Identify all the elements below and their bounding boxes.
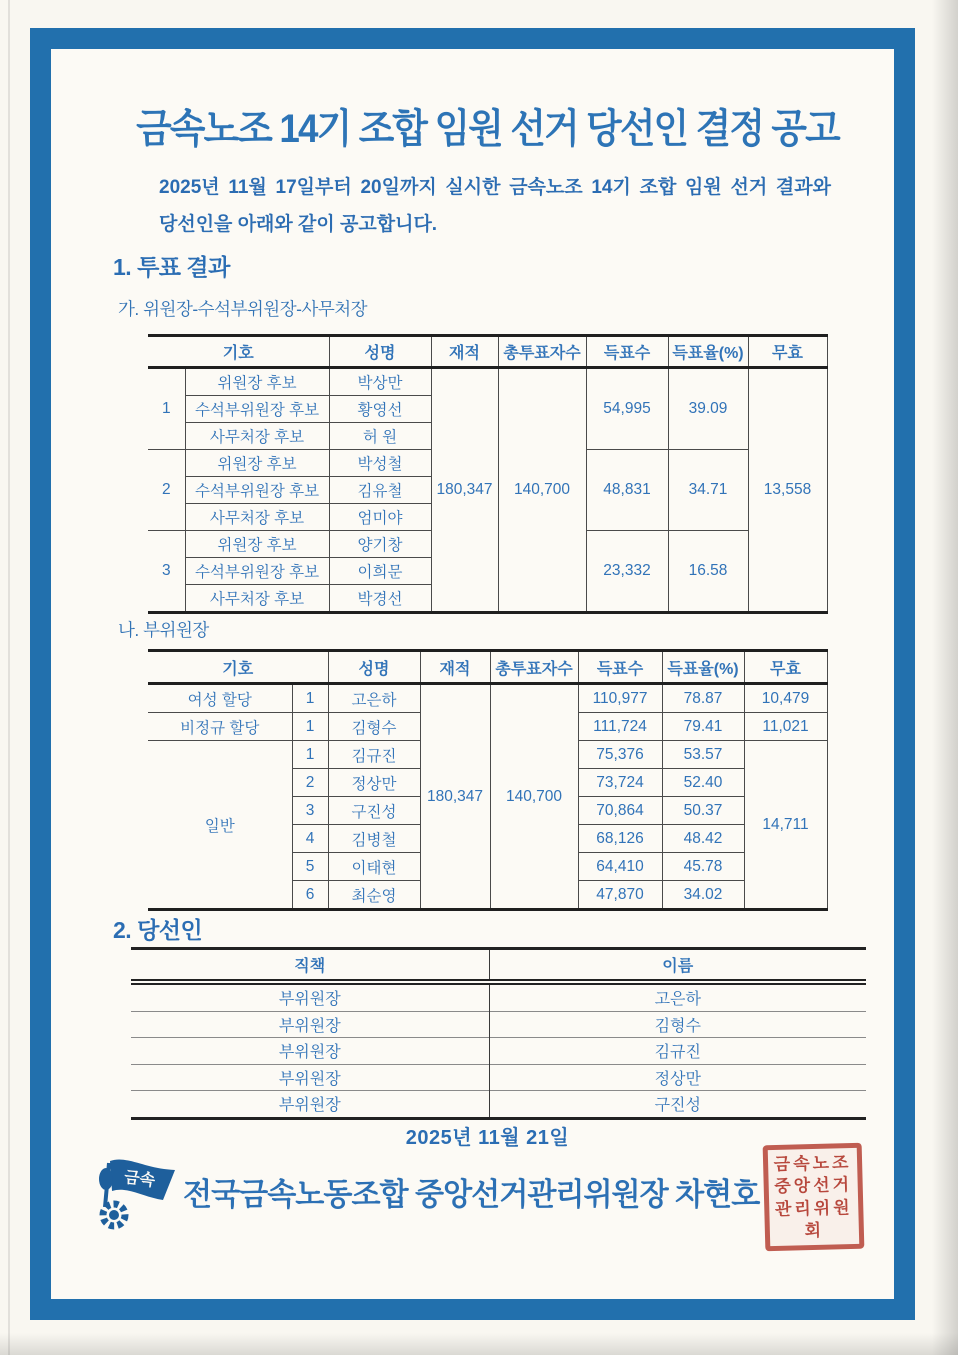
candidate-number: 6 — [292, 881, 328, 910]
scan-edge-line — [8, 0, 10, 1355]
position-cell: 부위원장 — [131, 1091, 489, 1119]
category-cell: 여성 할당 — [148, 684, 292, 713]
name-cell: 최순영 — [328, 881, 420, 910]
column-header: 직책 — [131, 949, 489, 983]
votes-cell: 54,995 — [586, 368, 668, 450]
votes-cell: 70,864 — [578, 797, 662, 825]
candidate-number: 2 — [148, 450, 185, 531]
position-cell: 수석부위원장 후보 — [185, 558, 329, 585]
name-cell: 구진성 — [328, 797, 420, 825]
section-2-heading: 2. 당선인 — [113, 917, 203, 943]
position-cell: 사무처장 후보 — [185, 585, 329, 613]
candidate-number: 5 — [292, 853, 328, 881]
table-row — [148, 684, 827, 713]
rate-cell: 34.71 — [668, 450, 748, 531]
column-header: 성명 — [328, 651, 420, 684]
intro-paragraph — [159, 169, 831, 243]
intro-line-2: 당선인을 아래와 같이 공고합니다. — [159, 214, 438, 236]
rate-cell: 39.09 — [668, 368, 748, 450]
name-cell: 허 원 — [329, 423, 431, 450]
rate-cell: 48.42 — [662, 825, 744, 853]
position-cell: 부위원장 — [131, 1011, 489, 1038]
candidate-number: 4 — [292, 825, 328, 853]
column-header: 재적 — [431, 336, 498, 368]
name-cell: 정상만 — [328, 769, 420, 797]
table-header-row — [131, 949, 866, 983]
intro-line-1: 2025년 11월 17일부터 20일까지 실시한 금속노조 14기 조합 임원 선거 결과와 — [159, 177, 831, 198]
winners-table — [131, 947, 866, 1120]
position-cell: 위원장 후보 — [185, 531, 329, 558]
column-header: 총투표자수 — [490, 651, 578, 684]
rate-cell: 45.78 — [662, 853, 744, 881]
name-cell: 고은하 — [328, 684, 420, 713]
votes-cell: 110,977 — [578, 684, 662, 713]
votes-cell: 111,724 — [578, 713, 662, 741]
name-cell: 박상만 — [329, 368, 431, 396]
name-cell: 김유철 — [329, 477, 431, 504]
signature-line: 전국금속노동조합 중앙선거관리위원장 차현호 — [183, 1177, 760, 1212]
column-header: 이름 — [489, 949, 866, 983]
name-cell: 김형수 — [328, 713, 420, 741]
rate-cell: 53.57 — [662, 741, 744, 769]
votes-cell: 68,126 — [578, 825, 662, 853]
rate-cell: 16.58 — [668, 531, 748, 613]
table-header-row — [148, 651, 827, 684]
announcement-date: 2025년 11월 21일 — [405, 1127, 570, 1149]
section-1b-label: 나. 부위원장 — [118, 620, 209, 640]
candidate-number: 3 — [292, 797, 328, 825]
scan-shadow — [0, 1333, 958, 1355]
column-header: 득표율(%) — [668, 336, 748, 368]
name-cell: 박성철 — [329, 450, 431, 477]
table-row — [131, 1091, 866, 1119]
position-cell: 사무처장 후보 — [185, 504, 329, 531]
seal-row: 금속노조 — [773, 1152, 852, 1174]
name-cell: 이태현 — [328, 853, 420, 881]
name-cell: 김형수 — [489, 1011, 866, 1038]
position-cell: 수석부위원장 후보 — [185, 477, 329, 504]
registered-voters-cell: 180,347 — [431, 368, 498, 613]
votes-cell: 73,724 — [578, 769, 662, 797]
name-cell: 황영선 — [329, 396, 431, 423]
total-voters-cell: 140,700 — [490, 684, 578, 910]
table-row — [131, 982, 866, 1011]
column-header: 기호 — [148, 336, 329, 368]
registered-voters-cell: 180,347 — [420, 684, 490, 910]
votes-cell: 75,376 — [578, 741, 662, 769]
candidate-number: 3 — [148, 531, 185, 613]
total-voters-cell: 140,700 — [498, 368, 586, 613]
rate-cell: 79.41 — [662, 713, 744, 741]
scan-shadow — [932, 0, 958, 1355]
candidate-number: 1 — [148, 368, 185, 450]
votes-cell: 64,410 — [578, 853, 662, 881]
candidate-number: 1 — [292, 741, 328, 769]
column-header: 총투표자수 — [498, 336, 586, 368]
invalid-votes-cell: 10,479 — [744, 684, 827, 713]
rate-cell: 52.40 — [662, 769, 744, 797]
document-title: 금속노조 14기 조합 임원 선거 당선인 결정 공고 — [136, 107, 839, 151]
rate-cell: 78.87 — [662, 684, 744, 713]
category-cell: 일반 — [148, 741, 292, 910]
seal-row: 회 — [804, 1221, 825, 1241]
position-cell: 위원장 후보 — [185, 368, 329, 396]
invalid-votes-cell: 13,558 — [748, 368, 827, 613]
column-header: 무효 — [748, 336, 827, 368]
name-cell: 김병철 — [328, 825, 420, 853]
seal-row: 관리위원 — [774, 1197, 853, 1219]
name-cell: 양기창 — [329, 531, 431, 558]
column-header: 득표율(%) — [662, 651, 744, 684]
candidate-number: 1 — [292, 713, 328, 741]
name-cell: 구진성 — [489, 1091, 866, 1119]
table-row — [131, 1011, 866, 1038]
position-cell: 부위원장 — [131, 1038, 489, 1065]
invalid-votes-cell: 11,021 — [744, 713, 827, 741]
table-row — [148, 368, 827, 396]
column-header: 무효 — [744, 651, 827, 684]
name-cell: 김규진 — [489, 1038, 866, 1065]
votes-cell: 47,870 — [578, 881, 662, 910]
table-row — [131, 1038, 866, 1065]
blue-border-frame — [30, 28, 915, 1320]
category-cell: 비정규 할당 — [148, 713, 292, 741]
rate-cell: 34.02 — [662, 881, 744, 910]
name-cell: 엄미야 — [329, 504, 431, 531]
document-content — [51, 49, 894, 1299]
union-flag-logo-icon — [95, 1153, 181, 1235]
name-cell: 김규진 — [328, 741, 420, 769]
position-cell: 사무처장 후보 — [185, 423, 329, 450]
section-1-heading: 1. 투표 결과 — [113, 254, 230, 280]
column-header: 득표수 — [578, 651, 662, 684]
name-cell: 박경선 — [329, 585, 431, 613]
table-row — [131, 1064, 866, 1091]
table-header-row — [148, 336, 827, 368]
vice-chair-results-table — [148, 649, 828, 911]
section-1a-label: 가. 위원장-수석부위원장-사무처장 — [118, 299, 368, 319]
leadership-results-table — [148, 334, 828, 614]
invalid-votes-cell: 14,711 — [744, 741, 827, 910]
column-header: 재적 — [420, 651, 490, 684]
position-cell: 위원장 후보 — [185, 450, 329, 477]
candidate-number: 2 — [292, 769, 328, 797]
logo-text: 금속 — [123, 1169, 156, 1190]
rate-cell: 50.37 — [662, 797, 744, 825]
position-cell: 부위원장 — [131, 1064, 489, 1091]
seal-row: 중앙선거 — [774, 1175, 853, 1197]
votes-cell: 23,332 — [586, 531, 668, 613]
column-header: 기호 — [148, 651, 328, 684]
official-seal-stamp — [763, 1143, 865, 1252]
column-header: 성명 — [329, 336, 431, 368]
name-cell: 고은하 — [489, 982, 866, 1011]
column-header: 득표수 — [586, 336, 668, 368]
name-cell: 이희문 — [329, 558, 431, 585]
name-cell: 정상만 — [489, 1064, 866, 1091]
position-cell: 부위원장 — [131, 982, 489, 1011]
candidate-number: 1 — [292, 684, 328, 713]
position-cell: 수석부위원장 후보 — [185, 396, 329, 423]
votes-cell: 48,831 — [586, 450, 668, 531]
